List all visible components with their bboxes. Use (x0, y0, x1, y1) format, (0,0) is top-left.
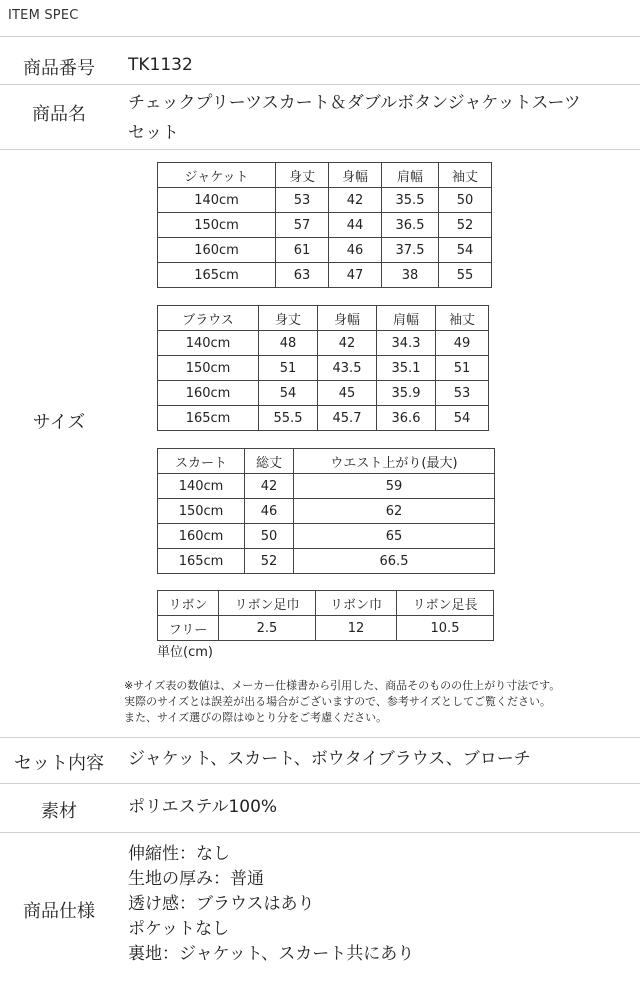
cell: 59 (294, 474, 495, 499)
cell: 45.7 (318, 406, 377, 431)
note-line: 実際のサイズとは誤差が出る場合がございますので、参考サイズとしてご覧ください。 (124, 695, 552, 708)
cell: 54 (439, 238, 492, 263)
cell: 37.5 (382, 238, 439, 263)
cell: 140cm (158, 188, 276, 213)
cell: 35.9 (377, 381, 436, 406)
cell: 45 (318, 381, 377, 406)
cell: 53 (436, 381, 489, 406)
cell: 61 (276, 238, 329, 263)
cell: フリー (158, 616, 219, 641)
product-name-label: 商品名 (32, 104, 86, 125)
cell: 48 (259, 331, 318, 356)
spec-item: 伸縮性：なし (128, 844, 230, 864)
cell: 35.5 (382, 188, 439, 213)
cell: 150cm (158, 213, 276, 238)
cell: 34.3 (377, 331, 436, 356)
spec-item: 裏地：ジャケット、スカート共にあり (128, 944, 415, 964)
cell: 160cm (158, 524, 245, 549)
header-cell: 袖丈 (436, 306, 489, 331)
cell: 51 (436, 356, 489, 381)
cell: 53 (276, 188, 329, 213)
cell: 36.6 (377, 406, 436, 431)
header-cell: ブラウス (158, 306, 259, 331)
cell: 44 (329, 213, 382, 238)
note-line: ※サイズ表の数値は、メーカー仕様書から引用した、商品そのものの仕上がり寸法です。 (124, 679, 561, 692)
table-row (158, 381, 489, 406)
cell: 140cm (158, 474, 245, 499)
header-cell: リボン足長 (397, 591, 494, 616)
material-value: ポリエステル100% (128, 797, 278, 817)
cell: 140cm (158, 331, 259, 356)
header-cell: リボン足巾 (219, 591, 316, 616)
header-cell: 袖丈 (439, 163, 492, 188)
header-cell: ジャケット (158, 163, 276, 188)
spec-item: 透け感：ブラウスはあり (128, 894, 315, 914)
table-row (158, 616, 494, 641)
table-row (158, 213, 492, 238)
cell: 47 (329, 263, 382, 288)
table-row (158, 524, 495, 549)
cell: 160cm (158, 238, 276, 263)
header-cell: 身幅 (318, 306, 377, 331)
header-cell: スカート (158, 449, 245, 474)
ribbon-size-table (157, 590, 494, 641)
cell: 55.5 (259, 406, 318, 431)
header-cell: 身幅 (329, 163, 382, 188)
divider (0, 149, 640, 150)
header-cell: 身丈 (276, 163, 329, 188)
product-no-label: 商品番号 (23, 58, 95, 79)
table-row (158, 331, 489, 356)
cell: 57 (276, 213, 329, 238)
cell: 165cm (158, 263, 276, 288)
skirt-size-table (157, 448, 495, 574)
spec-list (128, 842, 414, 967)
cell: 55 (439, 263, 492, 288)
set-content-label: セット内容 (14, 753, 104, 774)
cell: 12 (316, 616, 397, 641)
table-row (158, 356, 489, 381)
set-content-value: ジャケット、スカート、ボウタイブラウス、ブローチ (128, 749, 531, 769)
cell: 54 (259, 381, 318, 406)
header-cell: 身丈 (259, 306, 318, 331)
material-label: 素材 (41, 801, 77, 822)
cell: 150cm (158, 499, 245, 524)
product-name-line1: チェックプリーツスカート＆ダブルボタンジャケットスーツ (128, 93, 581, 113)
cell: 52 (245, 549, 294, 574)
cell: 65 (294, 524, 495, 549)
divider (0, 832, 640, 833)
product-name-line2: セット (128, 123, 179, 143)
header-cell: ウエスト上がり(最大) (294, 449, 495, 474)
product-no-value: TK1132 (128, 55, 193, 75)
header-cell: 肩幅 (377, 306, 436, 331)
spec-item: ポケットなし (128, 919, 230, 939)
table-row (158, 549, 495, 574)
cell: 165cm (158, 549, 245, 574)
jacket-size-table (157, 162, 492, 288)
divider (0, 783, 640, 784)
cell: 50 (245, 524, 294, 549)
header-cell: 肩幅 (382, 163, 439, 188)
table-header-row (158, 306, 489, 331)
table-row (158, 188, 492, 213)
cell: 2.5 (219, 616, 316, 641)
cell: 63 (276, 263, 329, 288)
table-row (158, 263, 492, 288)
cell: 43.5 (318, 356, 377, 381)
spec-item: 生地の厚み：普通 (128, 869, 264, 889)
header-cell: リボン (158, 591, 219, 616)
cell: 51 (259, 356, 318, 381)
cell: 42 (245, 474, 294, 499)
cell: 50 (439, 188, 492, 213)
unit-label: 単位(cm) (157, 645, 213, 660)
cell: 42 (329, 188, 382, 213)
cell: 150cm (158, 356, 259, 381)
cell: 10.5 (397, 616, 494, 641)
spec-label: 商品仕様 (23, 901, 95, 922)
size-note (124, 678, 560, 726)
divider (0, 36, 640, 37)
divider (0, 737, 640, 738)
table-row (158, 499, 495, 524)
note-line: また、サイズ選びの際はゆとり分をご考慮ください。 (124, 711, 388, 724)
cell: 36.5 (382, 213, 439, 238)
cell: 42 (318, 331, 377, 356)
header-cell: リボン巾 (316, 591, 397, 616)
table-header-row (158, 591, 494, 616)
size-label: サイズ (32, 412, 86, 433)
table-row (158, 474, 495, 499)
cell: 62 (294, 499, 495, 524)
header-cell: 総丈 (245, 449, 294, 474)
cell: 38 (382, 263, 439, 288)
cell: 46 (329, 238, 382, 263)
section-header: ITEM SPEC (8, 8, 79, 23)
blouse-size-table (157, 305, 489, 431)
cell: 66.5 (294, 549, 495, 574)
divider (0, 84, 640, 85)
cell: 52 (439, 213, 492, 238)
cell: 54 (436, 406, 489, 431)
cell: 160cm (158, 381, 259, 406)
table-row (158, 406, 489, 431)
cell: 46 (245, 499, 294, 524)
cell: 49 (436, 331, 489, 356)
table-header-row (158, 163, 492, 188)
cell: 35.1 (377, 356, 436, 381)
cell: 165cm (158, 406, 259, 431)
table-row (158, 238, 492, 263)
table-header-row (158, 449, 495, 474)
